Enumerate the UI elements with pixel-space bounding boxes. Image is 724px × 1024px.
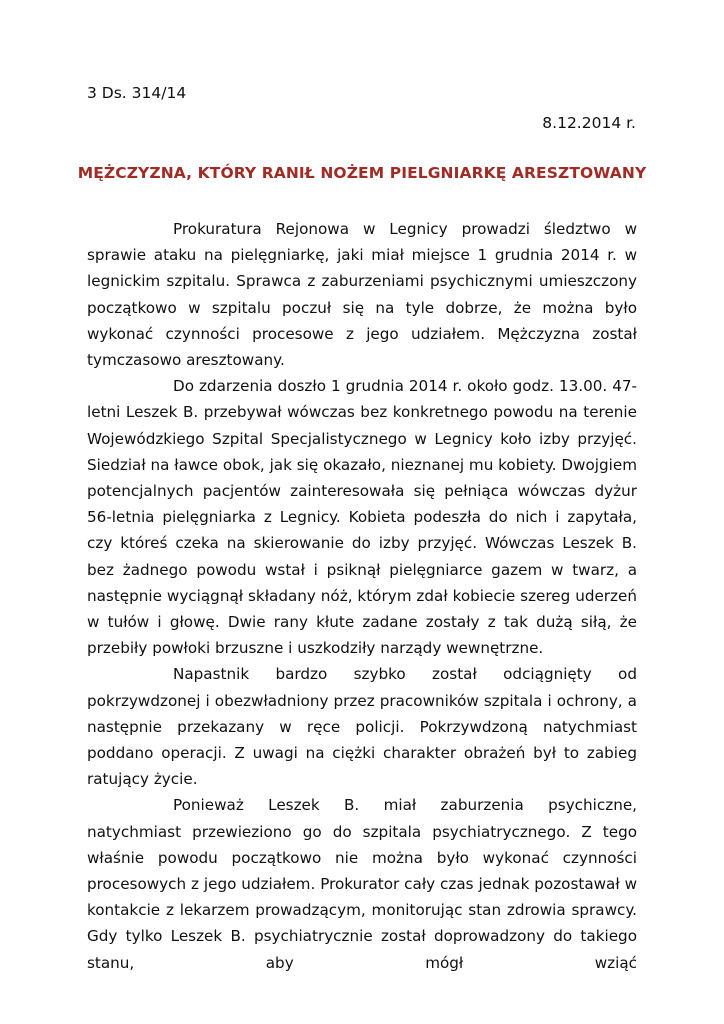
paragraph-1: Prokuratura Rejonowa w Legnicy prowadzi śledztwo w sprawie ataku na pielęgniarkę, jaki miał miejsce 1 grudnia 2014 r. w legnickim szpitalu. Sprawca z zaburzeniami psychicznymi umieszczony początkowo w szpitalu poczuł się na tyle dobrze, że można było wykonać czynności procesowe z jego udziałem. Mężczyzna został tymczasowo aresztowany. <box>87 220 637 370</box>
case-number: 3 Ds. 314/14 <box>87 84 187 102</box>
paragraph-4: Ponieważ Leszek B. miał zaburzenia psychiczne, natychmiast przewieziono go do szpitala psychiatrycznego. Z tego właśnie powodu początkowo nie można było wykonać czynności procesowych z jego udziałem. Prokurator cały czas jednak pozostawał w kontakcie z lekarzem prowadzącym, monitorując stan zdrowia sprawcy. Gdy tylko Leszek B. psychiatrycznie został doprowadzony do takiego stanu, aby mógł wziąć <box>87 796 637 972</box>
document-body <box>87 216 637 976</box>
paragraph-3: Napastnik bardzo szybko został odciągnięty od pokrzywdzonej i obezwładniony przez pracowników szpitala i ochrony, a następnie przekazany w ręce policji. Pokrzywdzoną natychmiast poddano operacji. Z uwagi na ciężki charakter obrażeń był to zabieg ratujący życie. <box>87 665 637 789</box>
paragraph-2: Do zdarzenia doszło 1 grudnia 2014 r. około godz. 13.00. 47-letni Leszek B. przebywał wówczas bez konkretnego powodu na terenie Wojewódzkiego Szpital Specjalistycznego w Legnicy koło izby przyjęć. Siedział na ławce obok, jak się okazało, nieznanej mu kobiety. Dwojgiem potencjalnych pacjentów zainteresowała się pełniąca wówczas dyżur 56-letnia pielęgniarka z Legnicy. Kobieta podeszła do nich i zapytała, czy któreś czeka na skierowanie do izby przyjęć. Wówczas Leszek B. bez żadnego powodu wstał i psiknął pielęgniarce gazem w twarz, a następnie wyciągnął składany nóż, którym zdał kobiecie szereg uderzeń w tułów i głowę. Dwie rany kłute zadane zostały z tak dużą siłą, że przebiły powłoki brzuszne i uszkodziły narządy wewnętrzne. <box>87 377 637 658</box>
press-release-title: MĘŻCZYZNA, KTÓRY RANIŁ NOŻEM PIELGNIARKĘ ARESZTOWANY <box>77 164 647 182</box>
document-date: 8.12.2014 r. <box>542 114 636 132</box>
